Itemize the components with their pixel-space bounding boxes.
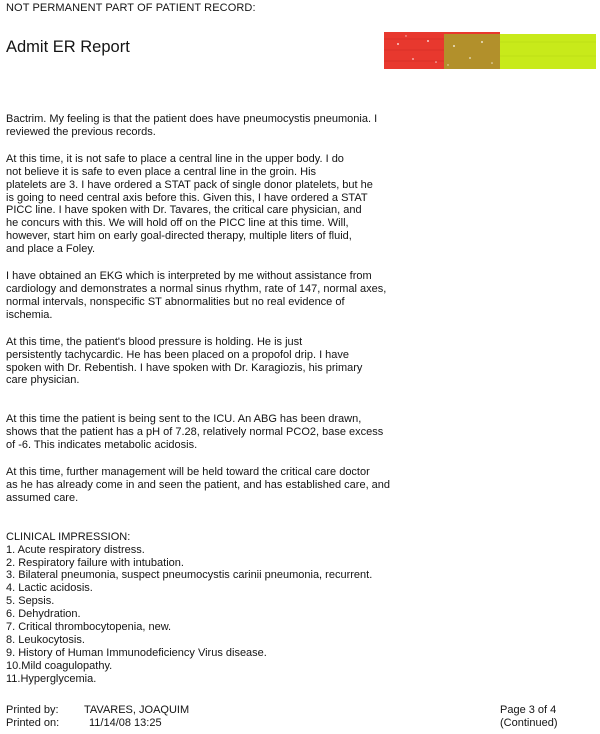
colored-tape-strip — [384, 32, 596, 70]
paragraph: At this time, it is not safe to place a central line in the upper body. I do not believe it is safe to even place a central line in the groin. His platelets are 3. I have ordered a STAT pack of single donor platelets, but he is going to need central axis before this. Given this, I have ordered a STAT PICC line. I have spoken with Dr. Tavares, the critical care physician, and he concurs with this. We will hold off on the PICC line at this time. Will, however, start him on early goal-directed therapy, multiple liters of fluid, and place a Foley. — [6, 152, 373, 256]
page-number-block — [500, 704, 557, 729]
print-footer — [6, 704, 189, 729]
printed-on-row — [6, 717, 189, 730]
clinical-impression-list — [6, 544, 596, 686]
list-item: 2. Respiratory failure with intubation. — [6, 556, 184, 569]
paragraph: At this time, the patient's blood pressure is holding. He is just persistently tachycardic. He has been placed on a propofol drip. I have spoken with Dr. Rebentish. I have spoken with Dr. Karagiozis, his primary care physician. — [6, 335, 363, 387]
list-item: 10.Mild coagulopathy. — [6, 659, 113, 672]
clinical-impression-section — [6, 531, 596, 686]
list-item: 1. Acute respiratory distress. — [6, 543, 145, 556]
printed-by-value: TAVARES, JOAQUIM — [84, 704, 190, 716]
list-item: 3. Bilateral pneumonia, suspect pneumocystis carinii pneumonia, recurrent. — [6, 569, 373, 582]
list-item: 11.Hyperglycemia. — [6, 672, 97, 685]
list-item: 5. Sepsis. — [6, 595, 55, 608]
list-item: 7. Critical thrombocytopenia, new. — [6, 621, 172, 634]
list-item: 9. History of Human Immunodeficiency Virus disease. — [6, 646, 267, 659]
page-number: Page 3 of 4 — [500, 704, 557, 716]
continued-label: (Continued) — [500, 716, 558, 729]
record-notice: NOT PERMANENT PART OF PATIENT RECORD: — [6, 2, 256, 14]
printed-on-value: 11/14/08 13:25 — [89, 716, 162, 729]
printed-by-row — [6, 704, 189, 717]
list-item: 6. Dehydration. — [6, 608, 81, 621]
paragraph: Bactrim. My feeling is that the patient does have pneumocystis pneumonia. I reviewed the previous records. — [6, 113, 378, 138]
clinical-impression-heading: CLINICAL IMPRESSION: — [6, 530, 131, 543]
printed-by-label: Printed by: — [6, 704, 59, 716]
paragraph: At this time the patient is being sent to the ICU. An ABG has been drawn, shows that the patient has a pH of 7.28, relatively normal PCO2, base excess of -6. This indicates metabolic acidosis. — [6, 413, 384, 452]
report-body — [6, 113, 596, 686]
list-item: 8. Leukocytosis. — [6, 634, 85, 646]
printed-on-label: Printed on: — [6, 716, 60, 729]
paragraph: I have obtained an EKG which is interpreted by me without assistance from cardiology and demonstrates a normal sinus rhythm, rate of 147, normal axes, normal intervals, nonspecific ST abnormalities but no real evidence of ischemia. — [6, 270, 387, 321]
paragraph: At this time, further management will be held toward the critical care doctor as he has already come in and seen the patient, and has established care, and assumed care. — [6, 466, 391, 504]
tape-graphic — [384, 32, 596, 70]
tape-overlap — [444, 34, 500, 69]
list-item: 4. Lactic acidosis. — [6, 582, 93, 595]
report-title: Admit ER Report — [6, 38, 130, 56]
